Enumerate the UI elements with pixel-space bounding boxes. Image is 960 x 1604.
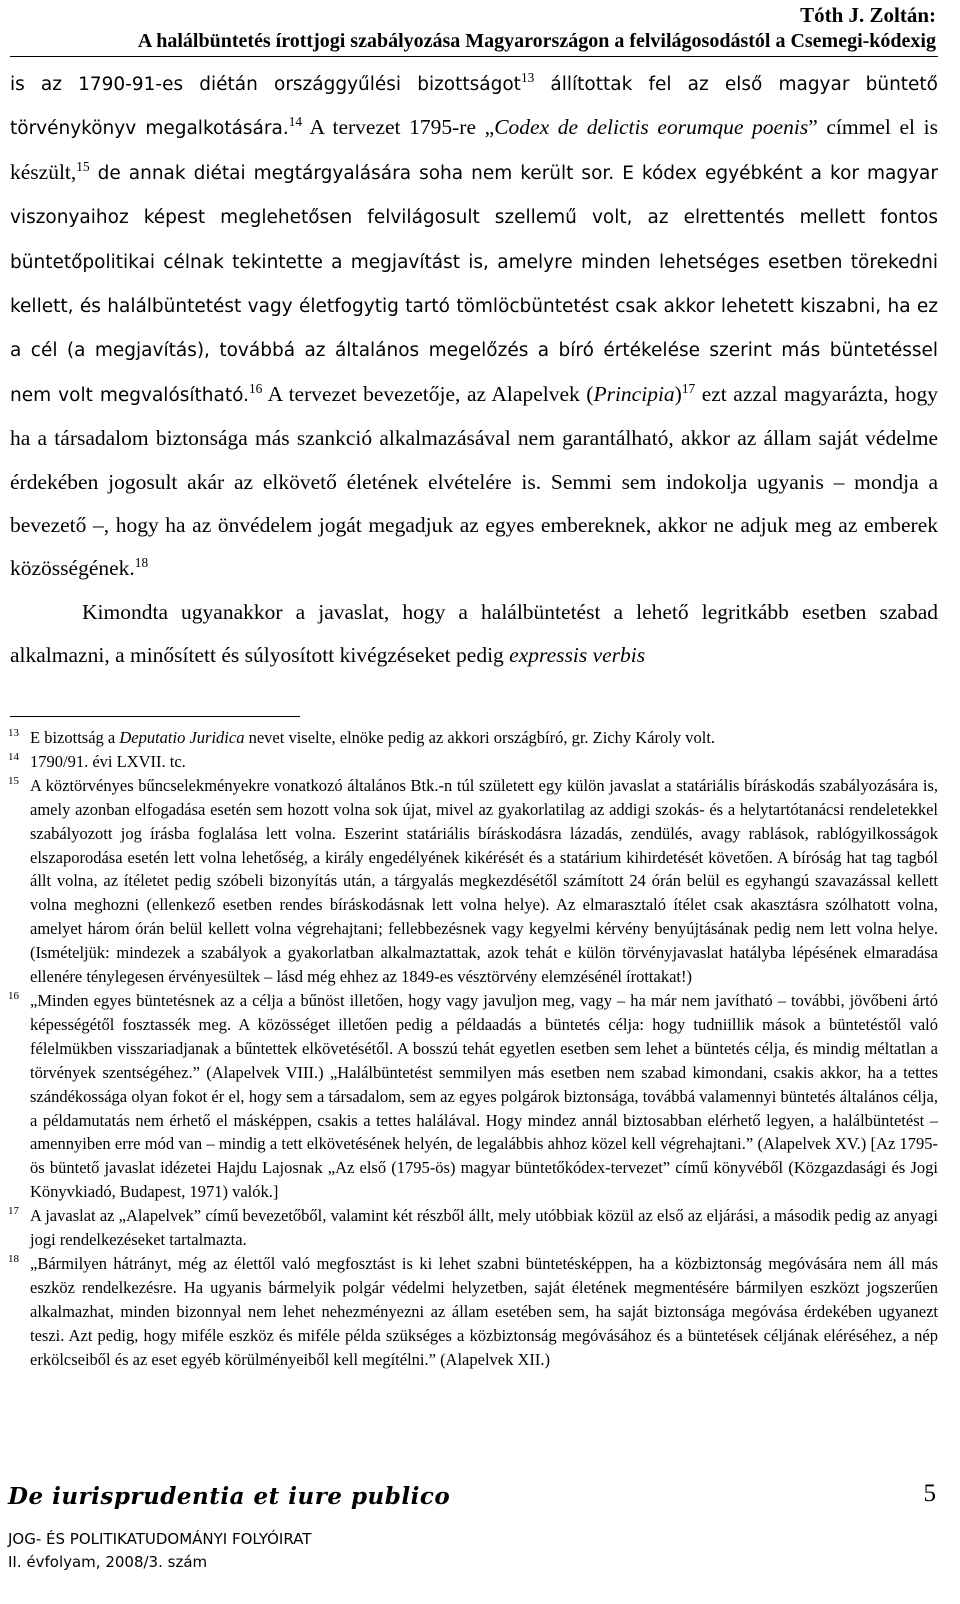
- footnote-ref-14[interactable]: 14: [288, 114, 303, 130]
- footnote-text: „Minden egyes büntetésnek az a célja a bűnöst illetően, hogy vagy javuljon meg, vagy – ha már nem javítható – további, jövőbeni ártó képességétől fosztassék meg. A közösséget illetően pedig a példaadás a büntetés célja: hogy tudniillik mások a büntetéstől való félelmükben visszariadjanak a bűntettek elkövetésétől. A bosszú tehát egyetlen esetben sem lehet a büntetés célja, és mindig méltatlan a törvények szentségéhez.” (Alapelvek VIII.) „Halálbüntetést semmilyen más esetben nem szabad kimondani, csakis akkor, ha a tettes szándékossága olyan fokot ér el, hogy sem a társadalom, sem az egyes polgárok biztonsága, továbbá valamennyi büntetés általános célja, a példamutatás nem érhető el másképpen, csakis a tettes halálával. Hogy mindez annál biztosabban elérhető legyen, a halálbüntetést – amennyiben erre mód van – mindig a tett elkövetésének helyén, de legalábbis ahhoz közel kell végrehajtani.” (Alapelvek XV.) [Az 1795-ös büntető javaslat idézetei Hajdu Lajosnak „Az első (1795-ös) magyar büntetőkódex-tervezet” című könyvéből (Közgazdasági és Jogi Könyvkiadó, Budapest, 1971) valók.]: [30, 990, 938, 1202]
- paragraph: [10, 62, 938, 591]
- footnotes: [8, 726, 938, 1371]
- journal-issue: II. évfolyam, 2008/3. szám: [8, 1553, 208, 1571]
- text-run: E bizottság a: [30, 728, 120, 747]
- text-run: nevet viselte, elnöke pedig az akkori országbíró, gr. Zichy Károly volt.: [244, 728, 716, 747]
- header-author: Tóth J. Zoltán:: [800, 3, 936, 27]
- text-run: de annak diétai megtárgyalására soha nem került sor.: [89, 162, 615, 184]
- principia-term: Principia: [593, 381, 675, 406]
- footnote-text: 1790/91. évi LXVII. tc.: [30, 751, 186, 771]
- text-run: is az 1790-91-es diétán országgyűlési bizottságot: [10, 74, 521, 95]
- footnote-number: 18: [8, 1252, 19, 1265]
- text-run: ” címmel el is készült,: [10, 115, 938, 184]
- footnote-15: [8, 774, 938, 989]
- footnote-number: 16: [8, 989, 19, 1002]
- text-run: Kimondta ugyanakkor a javaslat, hogy a halálbüntetést a lehető legritkább esetben szabad alkalmazni, a minősített és súlyosított kivégzéseket pedig: [10, 599, 938, 668]
- footnote-text: A javaslat az „Alapelvek” című bevezetőből, valamint két részből állt, mely utóbbiak közül az első az eljárási, a második pedig az anyagi jogi rendelkezéseket tartalmazta.: [30, 1206, 938, 1250]
- text-run: ): [674, 381, 682, 406]
- footnote-ref-17[interactable]: 17: [681, 380, 696, 396]
- footnote-number: 13: [8, 727, 19, 739]
- footnote-separator: [10, 716, 300, 717]
- text-run: A tervezet bevezetője, az Alapelvek (: [262, 381, 594, 406]
- text-run: ezt azzal magyarázta, hogy ha a társadalom biztonsága más szankció alkalmazásával nem garantálható, akkor az állam saját védelme érdekében jogosult akár az elkövető életének elvételére is. Semmi sem indokolja ugyanis – mondja a bevezető –, hogy ha az önvédelem jogát megadjuk az egyes embereknek, akkor ne adjuk meg az emberek közösségének.: [10, 381, 938, 581]
- footnote-number: 15: [8, 774, 19, 787]
- footnote-number: 14: [8, 750, 19, 763]
- header-rule: [10, 56, 938, 57]
- footnote-18: [8, 1252, 938, 1372]
- footnote-ref-18[interactable]: 18: [134, 555, 149, 571]
- page-number: 5: [923, 1480, 936, 1507]
- body-text: [10, 62, 938, 678]
- running-header: [138, 2, 936, 54]
- footnote-14: [8, 750, 938, 774]
- footnote-17: [8, 1204, 938, 1252]
- journal-logo: De iurisprudentia et iure publico: [8, 1483, 451, 1510]
- footnote-16: [8, 989, 938, 1204]
- codex-title: Codex de delictis eorumque poenis: [494, 115, 809, 140]
- text-run: A tervezet 1795-re „: [302, 115, 495, 140]
- header-title: A halálbüntetés írottjogi szabályozása Magyarországon a felvilágosodástól a Csemegi-kódexig: [137, 30, 936, 52]
- footnote-text: [30, 726, 938, 750]
- footnote-text: A köztörvényes bűncselekményekre vonatkozó általános Btk.-n túl született egy külön javaslat a statáriális bíráskodás szabályozására is, amely azonban elfogadása esetén sem hozott volna sok újat, mivel az gyakorlatilag az addigi szokás- és a helytartótanácsi rendeletekkel szabályozott jog írásba foglalása lett volna. Eszerint statáriális bíráskodásra lázadás, zendülés, avagy rablások, rablógyilkosságok elszaporodása esetén lett volna lehetőség, a király engedélyének kikérését és a statárium kihirdetését követően. A bíróság hat tag tagból állt volna, az ítéletet pedig szóbeli bizonyítás után, a tárgyalás megkezdésétől számított 24 órán belül es egyhangú szavazással kellett volna meghozni (ellenkező esetben rendes bíráskodásnak lett volna helye). Az elmarasztaló ítélet csak akasztásra szólhatott volna, amelyet három órán belül kellett volna végrehajtani; fellebbezésnek vagy kegyelmi kérvény benyújtásának pedig nem lett volna helye. (Ismételjük: mindezek a szabályok a gyakorlatban alkalmaztattak, azok tehát e külön törvényjavaslat hatályba lépésének elmaradása ellenére ténylegesen érvényesültek – lásd még ehhez az 1849-es vésztörvény elemzésénél írottakat!): [30, 775, 938, 987]
- expressis-verbis: expressis verbis: [509, 643, 646, 668]
- footnote-13: [8, 726, 938, 750]
- footnote-ref-16[interactable]: 16: [249, 380, 263, 396]
- deputatio-term: Deputatio Juridica: [119, 728, 245, 747]
- footnote-ref-13[interactable]: 13: [520, 70, 535, 86]
- footnote-ref-15[interactable]: 15: [76, 158, 90, 174]
- text-run: állítottak fel az első magyar büntető törvénykönyv megalkotására.: [10, 74, 938, 140]
- journal-subtitle: JOG- ÉS POLITIKATUDOMÁNYI FOLYÓIRAT: [8, 1530, 312, 1548]
- footnote-text: „Bármilyen hátrányt, még az élettől való megfosztást is ki lehet szabni büntetésképpen, ha a közbiztonság megóvására nem áll más eszköz rendelkezésre. Ha ugyanis bármelyik polgár védelmi helyzetben, saját életének megmentésére bármilyen eszközt jogszerűen alkalmazhat, minden bizonnyal nem lehet nehezményezni az állam esetében sem, ha saját biztonsága megóvása érdekében ugyanezt teszi. Azt pedig, hogy miféle eszköz és miféle példa szükséges a közbiztonság megóvásához és a büntetések céljának eléréséhez, a nép erkölcseiből és az eset egyéb körülményeiből kell megítélni.” (Alapelvek XII.): [30, 1253, 938, 1369]
- footnote-number: 17: [8, 1205, 19, 1218]
- page-footer: [8, 1480, 508, 1572]
- text-run: E kódex egyébként a kor magyar viszonyaihoz képest meglehetősen felvilágosult szellemű volt, az elrettentés mellett fontos büntetőpolitikai célnak tekintette a megjavítást is, amelyre minden lehetséges esetben törekedni kellett, és halálbüntetést vagy életfogytig tartó tömlöcbüntetést csak akkor lehetett kiszabni, ha ez a cél (a megjavítás), továbbá az általános megelőzés a bíró értékelése szerint más büntetéssel nem volt megvalósítható.: [10, 162, 939, 406]
- paragraph: [10, 591, 938, 678]
